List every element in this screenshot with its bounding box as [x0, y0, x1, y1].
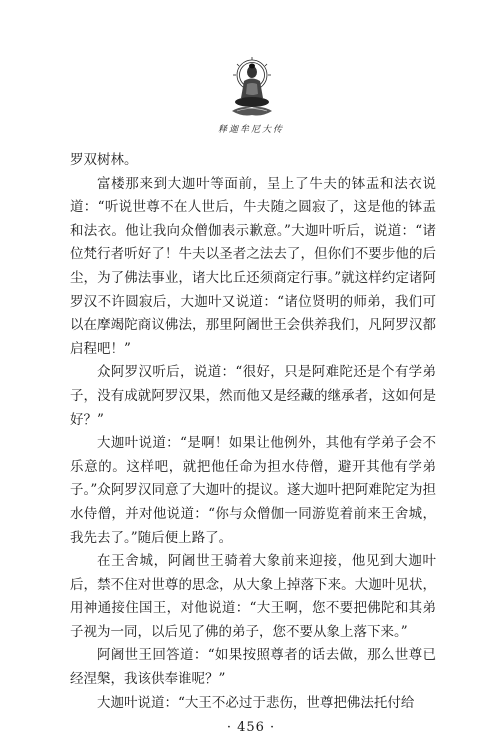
paragraph: 大迦叶说道：“是啊！如果让他例外，其他有学弟子会不乐意的。这样吧，就把他任命为担水侍僧，避开其他有学弟子。”众阿罗汉同意了大迦叶的提议。遂大迦叶把阿难陀定为担水侍僧，并对他说道：“你与众僧伽一同游览着前来王舍城，我先去了。”随后便上路了。 [70, 435, 436, 546]
paragraph: 大迦叶说道：“大王不必过于悲伤，世尊把佛法托付给 [97, 694, 415, 711]
running-head: 释迦牟尼大传 [217, 125, 284, 135]
paragraph: 富楼那来到大迦叶等面前，呈上了牛夫的钵盂和法衣说道：“听说世尊不在人世后，牛夫随之圆寂了，这是他的钵盂和法衣。他让我向众僧伽表示歉意。”大迦叶听后，说道：“诸位梵行者听好了！牛夫以圣者之法去了，但你们不要步他的后尘，为了佛法事业，诸大比丘还须商定行事。”就这样约定诸阿罗汉不许圆寂后，大迦叶又说道：“诸位贤明的师弟，我们可以在摩竭陀商议佛法，那里阿阇世王会供养我们，凡阿罗汉都启程吧！” [70, 175, 436, 357]
page-number: · 456 · [226, 720, 276, 735]
paragraph: 在王舍城，阿阇世王骑着大象前来迎接，他见到大迦叶后，禁不住对世尊的思念，从大象上掉落下来。大迦叶见状，用神通接住国王，对他说道：“大王啊，您不要把佛陀和其弟子视为一同，以后见了佛的弟子，您不要从象上落下来。” [70, 553, 436, 640]
seated-buddha-icon [227, 56, 277, 118]
paragraph: 阿阇世王回答道：“如果按照尊者的话去做，那么世尊已经涅槃，我该供奉谁呢？” [70, 647, 436, 688]
page-header [0, 56, 502, 136]
paragraph: 罗双树林。 [70, 152, 138, 168]
body-text [70, 149, 436, 715]
paragraph: 众阿罗汉听后，说道：“很好，只是阿难陀还是个有学弟子，没有成就阿罗汉果，然而他又是经藏的继承者，这如何是好？” [70, 364, 436, 428]
